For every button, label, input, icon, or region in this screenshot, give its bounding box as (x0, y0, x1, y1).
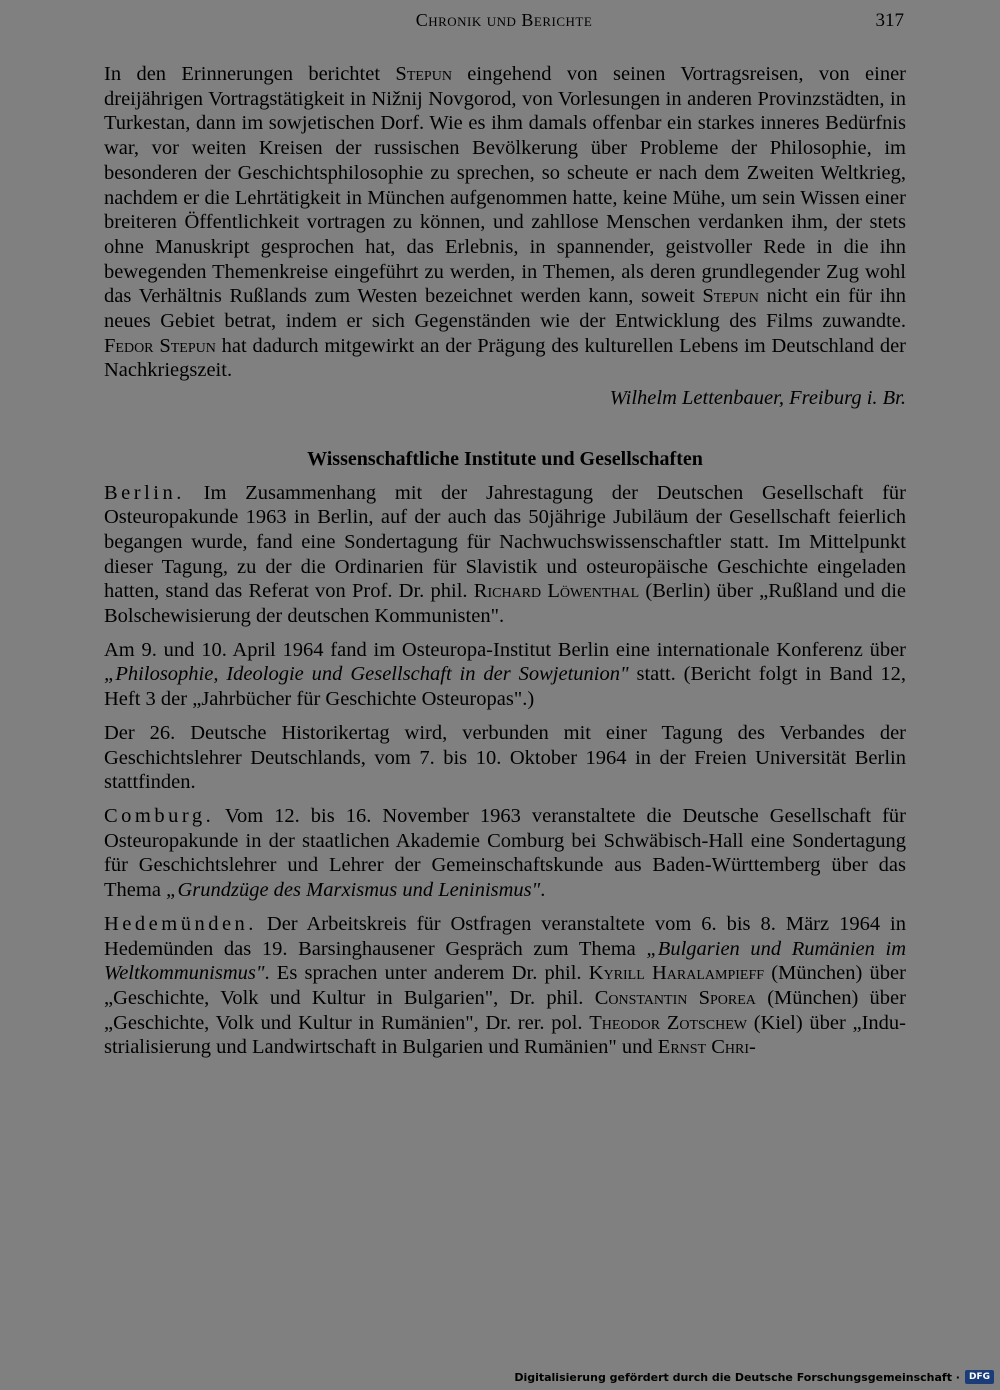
person-name: Fedor Stepun (104, 334, 216, 357)
conference-title: „Philosophie, Ideologie und Gesellschaft in der Sowjetunion" (104, 663, 629, 686)
page-body (104, 62, 906, 1060)
conference-title: „Grundzüge des Marxismus und Leninismus" (166, 879, 541, 902)
paragraph-berlin-2: Am 9. und 10. April 1964 fand im Osteuropa-Institut Berlin eine internationale Konferenz über „Philosophie, Ideologie und Gesellschaft in der Sowjetunion" statt. (Bericht folgt in Band 12, Heft 3 der „Jahrbücher für Geschichte Osteuropas".) (104, 638, 906, 711)
obituary-paragraph: In den Erinnerungen berichtet Stepun eingehend von seinen Vortragsreisen, von einer dreijährigen Vortragstätigkeit in Nižnij Novgorod, von Vorlesungen in anderen Provinzstädten, in Turkestan, dann im sowjetischen Dorf. Wie es ihm damals offenbar ein starkes inneres Bedürfnis war, vor weiten Kreisen der russischen Bevölkerung über Probleme der Philosophie, im besonderen der Geschichtsphilosophie zu sprechen, so scheute er nach dem Zweiten Weltkrieg, nachdem er die Lehrtätigkeit in München aufgenommen hatte, keine Mühe, um sein Wissen einer breiteren Öffentlichkeit vortragen zu können, und zahllose Menschen verdanken ihm, der stets ohne Manuskript gesprochen hat, das Erlebnis, in spannender, geistvoller Rede in die ihn bewegenden Themenkreise eingeführt zu werden, in Themen, als deren grundlegender Zug wohl das Verhältnis Rußlands zum Westen bezeichnet werden kann, soweit Stepun nicht ein für ihn neues Gebiet betrat, indem er sich Gegenständen wie der Entwicklung des Films zuwandte. Fedor Stepun hat dadurch mitgewirkt an der Prägung des kulturellen Lebens im Deutschland der Nachkriegszeit. (104, 63, 907, 382)
place-name: Hedemünden. (104, 912, 257, 935)
place-name: Comburg. (104, 804, 215, 827)
paragraph-berlin-3: Der 26. Deutsche Historikertag wird, verbunden mit einer Tagung des Verbandes der Geschichtslehrer Deutschlands, vom 7. bis 10. Oktober 1964 in der Freien Universität Berlin stattfinden. (104, 721, 906, 794)
section-title: Wissenschaftliche Institute und Gesellschaften (307, 447, 703, 470)
author-signature: Wilhelm Lettenbauer, Freiburg i. Br. (609, 387, 906, 410)
running-head: Chronik und Berichte (415, 10, 593, 30)
conference-title: „Bulgarien und Rumänien im Weltkommunismus" (104, 937, 907, 985)
page-number: 317 (875, 10, 904, 31)
dfg-logo-icon: DFG (965, 1370, 994, 1384)
person-name: Stepun (702, 285, 759, 308)
paragraph-comburg: Comburg. Vom 12. bis 16. November 1963 veranstaltete die Deutsche Gesellschaft für Osteuropakunde in der staatlichen Akademie Comburg bei Schwäbisch-Hall eine Sondertagung für Geschichtslehrer und Lehrer der Gemeinschaftskunde aus Baden-Württemberg über das Thema „Grundzüge des Marxismus und Leninismus". (104, 804, 906, 902)
digitization-footer (514, 1367, 994, 1387)
person-name: Stepun (395, 63, 452, 85)
person-name: Theodor Zotschew (589, 1011, 748, 1034)
place-name: Berlin. (104, 481, 185, 504)
person-name: Ernst Chri- (657, 1036, 756, 1059)
person-name: Richard Löwenthal (473, 580, 640, 603)
paragraph-hedemuenden: Hedemünden. Der Arbeitskreis für Ostfragen veranstaltete vom 6. bis 8. März 1964 in Hedemünden das 19. Barsinghausener Gespräch zum Thema „Bulgarien und Rumänien im Weltkommunismus". Es sprachen unter anderem Dr. phil. Kyrill Haralampieff (München) über „Geschichte, Volk und Kultur in Bulgarien", Dr. phil. Constantin Sporea (München) über „Geschichte, Volk und Kultur in Rumänien", Dr. rer. pol. Theodor Zotschew (Kiel) über „Industrialisierung und Landwirtschaft in Bulgarien und Rumänien" und Ernst Chri- (104, 912, 907, 1059)
person-name: Kyrill Haralampieff (588, 962, 765, 985)
footer-note: Digitalisierung gefördert durch die Deutsche Forschungsgemeinschaft · (514, 1370, 960, 1384)
paragraph-berlin-1: Berlin. Im Zusammenhang mit der Jahrestagung der Deutschen Gesellschaft für Osteuropakunde 1963 in Berlin, auf der auch das 50jährige Jubiläum der Gesellschaft feierlich begangen wurde, fand eine Sondertagung für Nachwuchswissenschaftler statt. Im Mittelpunkt dieser Tagung, zu der die Ordinarien für Slavistik und osteuropäische Geschichte eingeladen hatten, stand das Referat von Prof. Dr. phil. Richard Löwenthal (Berlin) über „Rußland und die Bolschewisierung der deutschen Kommunisten". (104, 481, 906, 628)
page-header (104, 10, 904, 36)
person-name: Constantin Sporea (594, 986, 756, 1009)
